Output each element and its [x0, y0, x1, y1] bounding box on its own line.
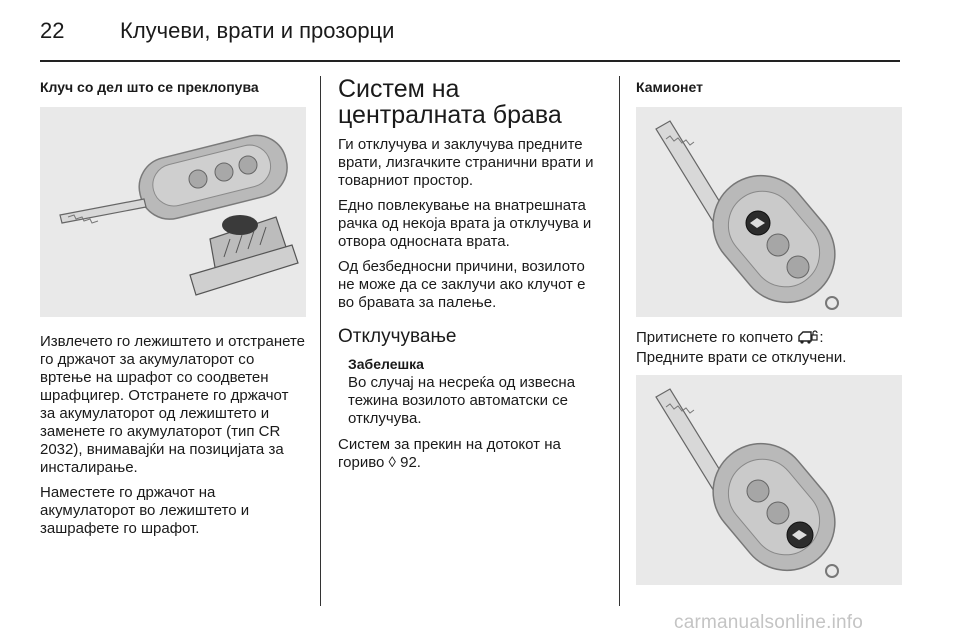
chapter-title: Клучеви, врати и прозорци: [120, 18, 395, 43]
central-locking-paragraph-2: Едно повлекување на внатрешната рачка од некоја врата ја отклучува и отвора односната врата.: [338, 197, 592, 250]
reference-page: 92.: [400, 454, 421, 471]
battery-paragraph-2: Наместете го држачот на акумулаторот во лежиштето и зашрафете го шрафот.: [40, 484, 250, 537]
reference-text: Систем за прекин на дотокот на гориво: [338, 436, 561, 471]
key-fob-illustration-top: [636, 107, 902, 317]
cross-reference: [338, 436, 602, 472]
unlock-van-icon: [797, 330, 819, 349]
central-locking-paragraph-3: Од безбедносни причини, возилото не може да се заклучи ако клучот е во бравата за палење.: [338, 258, 586, 311]
reference-arrow-icon: ◊: [388, 454, 396, 471]
note-block: [338, 356, 602, 428]
subheading-unlocking: Отклучување: [338, 326, 457, 347]
column-2: [338, 76, 602, 479]
central-locking-paragraph-1: Ги отклучува и заклучува предните врати, лизгачките странични врати и товарниот простор.: [338, 136, 594, 189]
unlock-result: Предните врати се отклучени.: [636, 349, 847, 366]
page-number: 22: [40, 18, 65, 43]
section-heading-folding-key: Клуч со дел што се преклопува: [40, 79, 259, 95]
header-divider: [40, 60, 900, 62]
battery-replacement-illustration: [40, 107, 306, 317]
column-1: [40, 76, 306, 545]
section-heading-van: Камионет: [636, 79, 703, 95]
battery-paragraph-1: Извлечето го лежиштето и отстранете го држачот за акумулаторот со вртење на шрафот со соодветен шрафцигер. Отстранете го држачот за акумулаторот од лежиштето и заменете го акумулаторот (тип CR 2032), внимавајќи на позицијата за инсталирање.: [40, 333, 306, 476]
column-3: [636, 76, 902, 585]
instruction-colon: :: [819, 329, 824, 346]
note-text: Во случај на несреќа од извесна тежина возилото автоматски се отклучува.: [348, 374, 576, 427]
column-divider-1: [320, 76, 321, 606]
note-title: Забелешка: [348, 356, 424, 372]
page-header: [40, 18, 920, 58]
key-fob-illustration-bottom: [636, 375, 902, 585]
instruction-text: Притиснете го копчето: [636, 329, 794, 346]
watermark: carmanualsonline.info: [674, 612, 864, 633]
column-divider-2: [619, 76, 620, 606]
section-heading-central-locking: Систем на централната брава: [338, 75, 562, 129]
unlock-instruction: [636, 329, 902, 367]
